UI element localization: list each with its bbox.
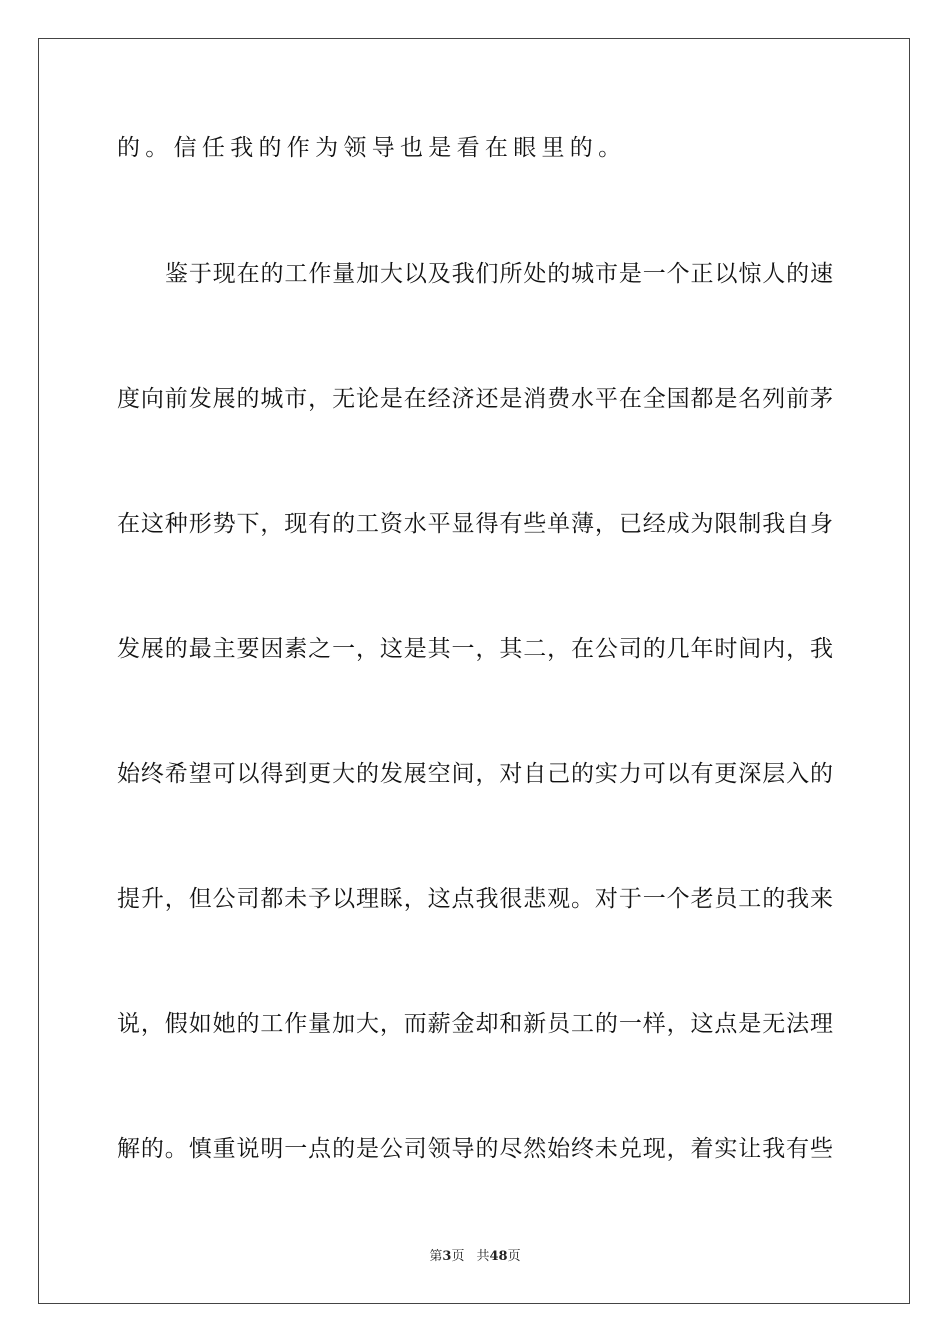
footer-total-unit: 页 <box>507 1249 521 1264</box>
footer-current-page: 3 <box>442 1249 452 1264</box>
footer-page-unit: 页 <box>451 1249 465 1264</box>
page-footer <box>0 1248 950 1266</box>
text-line-9: 解的。慎重说明一点的是公司领导的尽然始终未兑现，着实让我有些 <box>117 1136 833 1162</box>
text-line-2: 鉴于现在的工作量加大以及我们所处的城市是一个正以惊人的速 <box>165 261 833 287</box>
footer-total-prefix: 共 <box>476 1249 490 1264</box>
text-line-5: 发展的最主要因素之一，这是其一，其二，在公司的几年时间内，我 <box>117 636 833 662</box>
page-border <box>38 38 910 1304</box>
text-line-8: 说，假如她的工作量加大，而薪金却和新员工的一样，这点是无法理 <box>117 1011 833 1037</box>
text-line-3: 度向前发展的城市，无论是在经济还是消费水平在全国都是名列前茅 <box>117 386 833 412</box>
footer-page-prefix: 第 <box>429 1249 443 1264</box>
text-line-4: 在这种形势下，现有的工资水平显得有些单薄，已经成为限制我自身 <box>117 511 833 537</box>
text-line-6: 始终希望可以得到更大的发展空间，对自己的实力可以有更深层入的 <box>117 761 833 787</box>
text-line-1: 的。信任我的作为领导也是看在眼里的。 <box>117 135 627 161</box>
text-line-7: 提升，但公司都未予以理睬，这点我很悲观。对于一个老员工的我来 <box>117 886 833 912</box>
footer-total-pages: 48 <box>489 1249 508 1264</box>
